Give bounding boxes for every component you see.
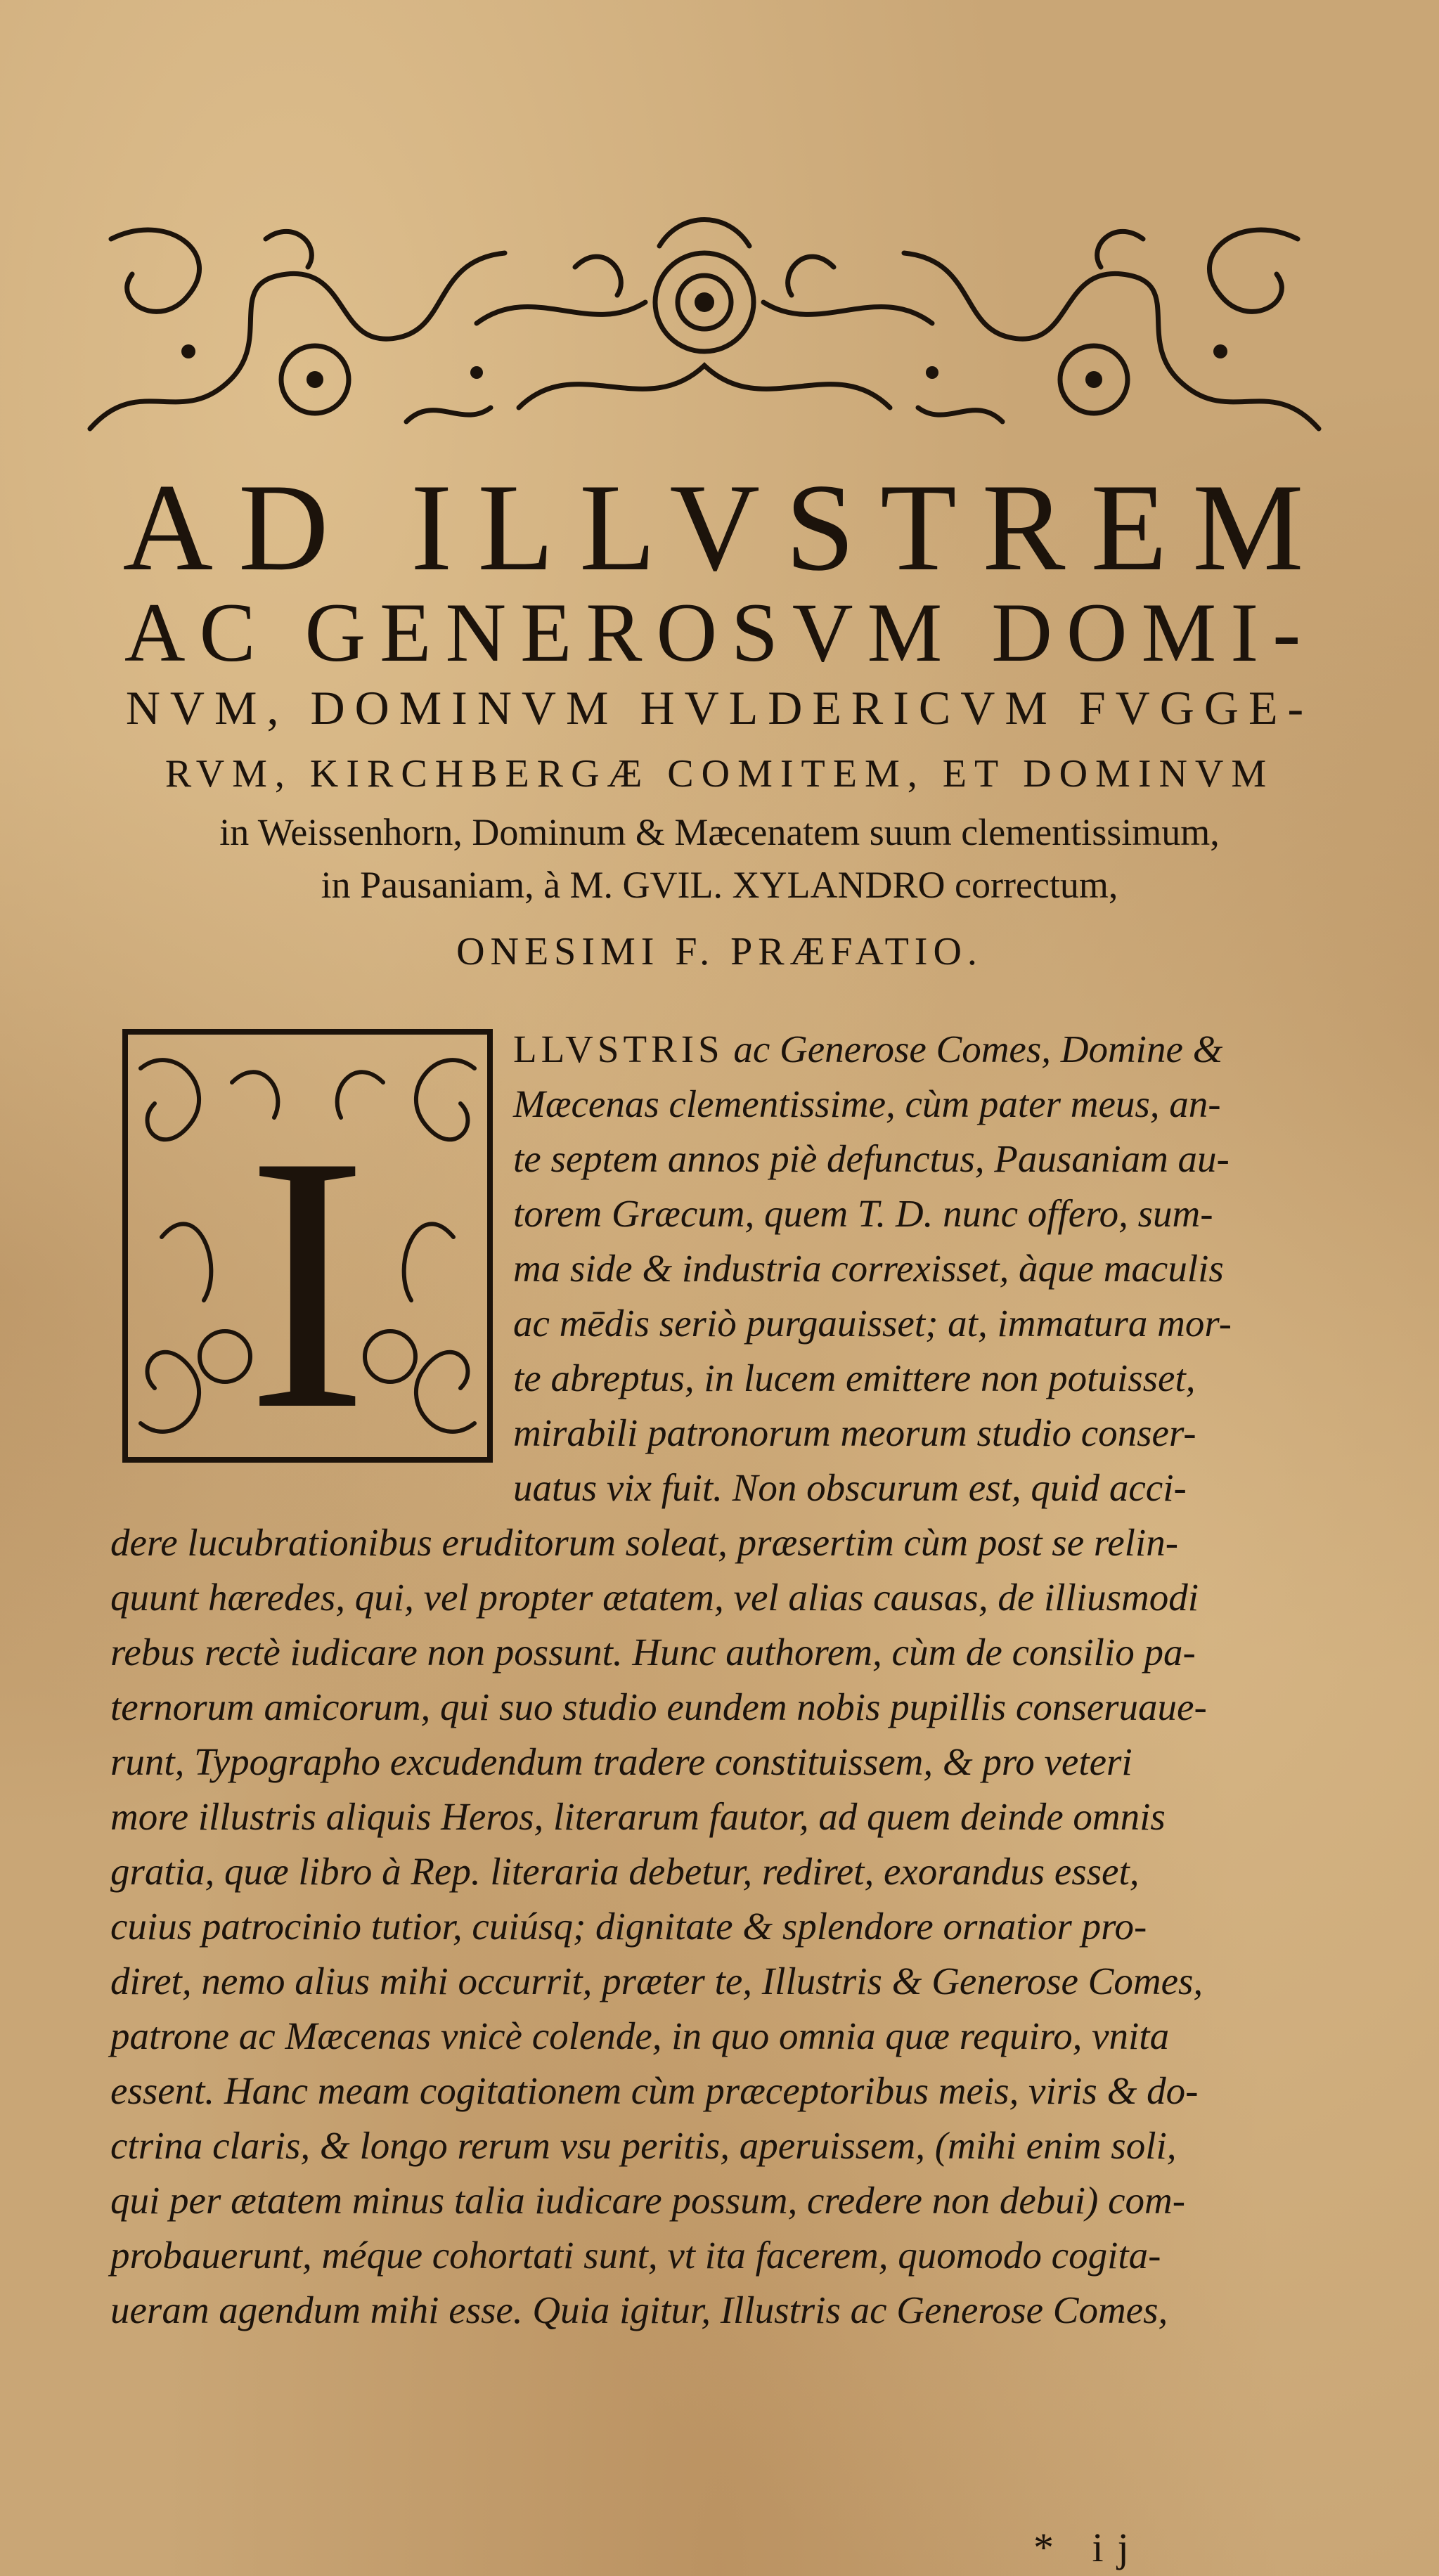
title-line-3: NVM, DOMINVM HVLDERICVM FVGGE- [125,681,1314,734]
body-line: cuius patrocinio tutior, cuiúsq; dignitate & splendore ornatior pro- [110,1905,1147,1948]
body-line: ternorum amicorum, qui suo studio eundem nobis pupillis conseruaue- [110,1685,1207,1728]
body-line: te abreptus, in lucem emittere non potuisset, [513,1357,1196,1399]
body-line: ueram agendum mihi esse. Quia igitur, Illustris ac Generose Comes, [110,2289,1168,2331]
body-line: uatus vix fuit. Non obscurum est, quid acci- [513,1466,1187,1509]
body-line: ma side & industria correxisset, àque maculis [513,1247,1224,1290]
title-line-2: AC GENEROSVM DOMI- [124,585,1315,679]
body-line: mirabili patronorum meorum studio conser- [513,1411,1196,1454]
body-line: probauerunt, méque cohortati sunt, vt ita facerem, quomodo cogita- [110,2234,1161,2277]
body-line: Mæcenas clementissime, cùm pater meus, an- [513,1082,1221,1125]
body-line: rebus rectè iudicare non possunt. Hunc authorem, cùm de consilio pa- [110,1631,1196,1674]
title-line-5: in Weissenhorn, Dominum & Mæcenatem suum clementissimum, [219,811,1220,853]
lead-word: LLVSTRIS [513,1028,724,1070]
body-line: te septem annos piè defunctus, Pausaniam au- [513,1137,1230,1180]
body-line: qui per ætatem minus talia iudicare possum, credere non debui) com- [110,2179,1186,2222]
body-line: dere lucubrationibus eruditorum soleat, præsertim cùm post se relin- [110,1521,1179,1564]
body-line: ac mēdis seriò purgauisset; at, immatura mor- [513,1302,1232,1345]
body-line: LLVSTRIS ac Generose Comes, Domine & [513,1028,1223,1070]
decorated-initial-i [120,1026,496,1465]
body-line: quunt hæredes, qui, vel propter ætatem, vel alias causas, de illiusmodi [110,1576,1199,1619]
body-line: patrone ac Mæcenas vnicè colende, in quo omnia quæ requiro, vnita [110,2014,1170,2057]
body-line: runt, Typographo excudendum tradere constituissem, & pro veteri [110,1740,1133,1783]
body-line: diret, nemo alius mihi occurrit, præter te, Illustris & Generose Comes, [110,1960,1204,2002]
ornamental-headpiece [83,197,1326,450]
preface-heading: ONESIMI F. PRÆFATIO. [456,930,983,973]
title-line-1: AD ILLVSTREM [122,458,1329,597]
body-line: torem Græcum, quem T. D. nunc offero, sum- [513,1192,1213,1235]
body-line: gratia, quæ libro à Rep. literaria debetur, rediret, exorandus esset, [110,1850,1140,1893]
signature-mark: * ij [1033,2525,1143,2570]
title-line-6: in Pausaniam, à M. GVIL. XYLANDRO correctum, [321,864,1118,906]
body-line: essent. Hanc meam cogitationem cùm præceptoribus meis, viris & do- [110,2069,1199,2112]
body-line: ctrina claris, & longo rerum vsu peritis, aperuissem, (mihi enim soli, [110,2124,1177,2167]
body-line: more illustris aliquis Heros, literarum fautor, ad quem deinde omnis [110,1795,1166,1838]
title-line-4: RVM, KIRCHBERGÆ COMITEM, ET DOMINVM [164,752,1275,796]
drop-cap-letter: I [246,1081,368,1465]
